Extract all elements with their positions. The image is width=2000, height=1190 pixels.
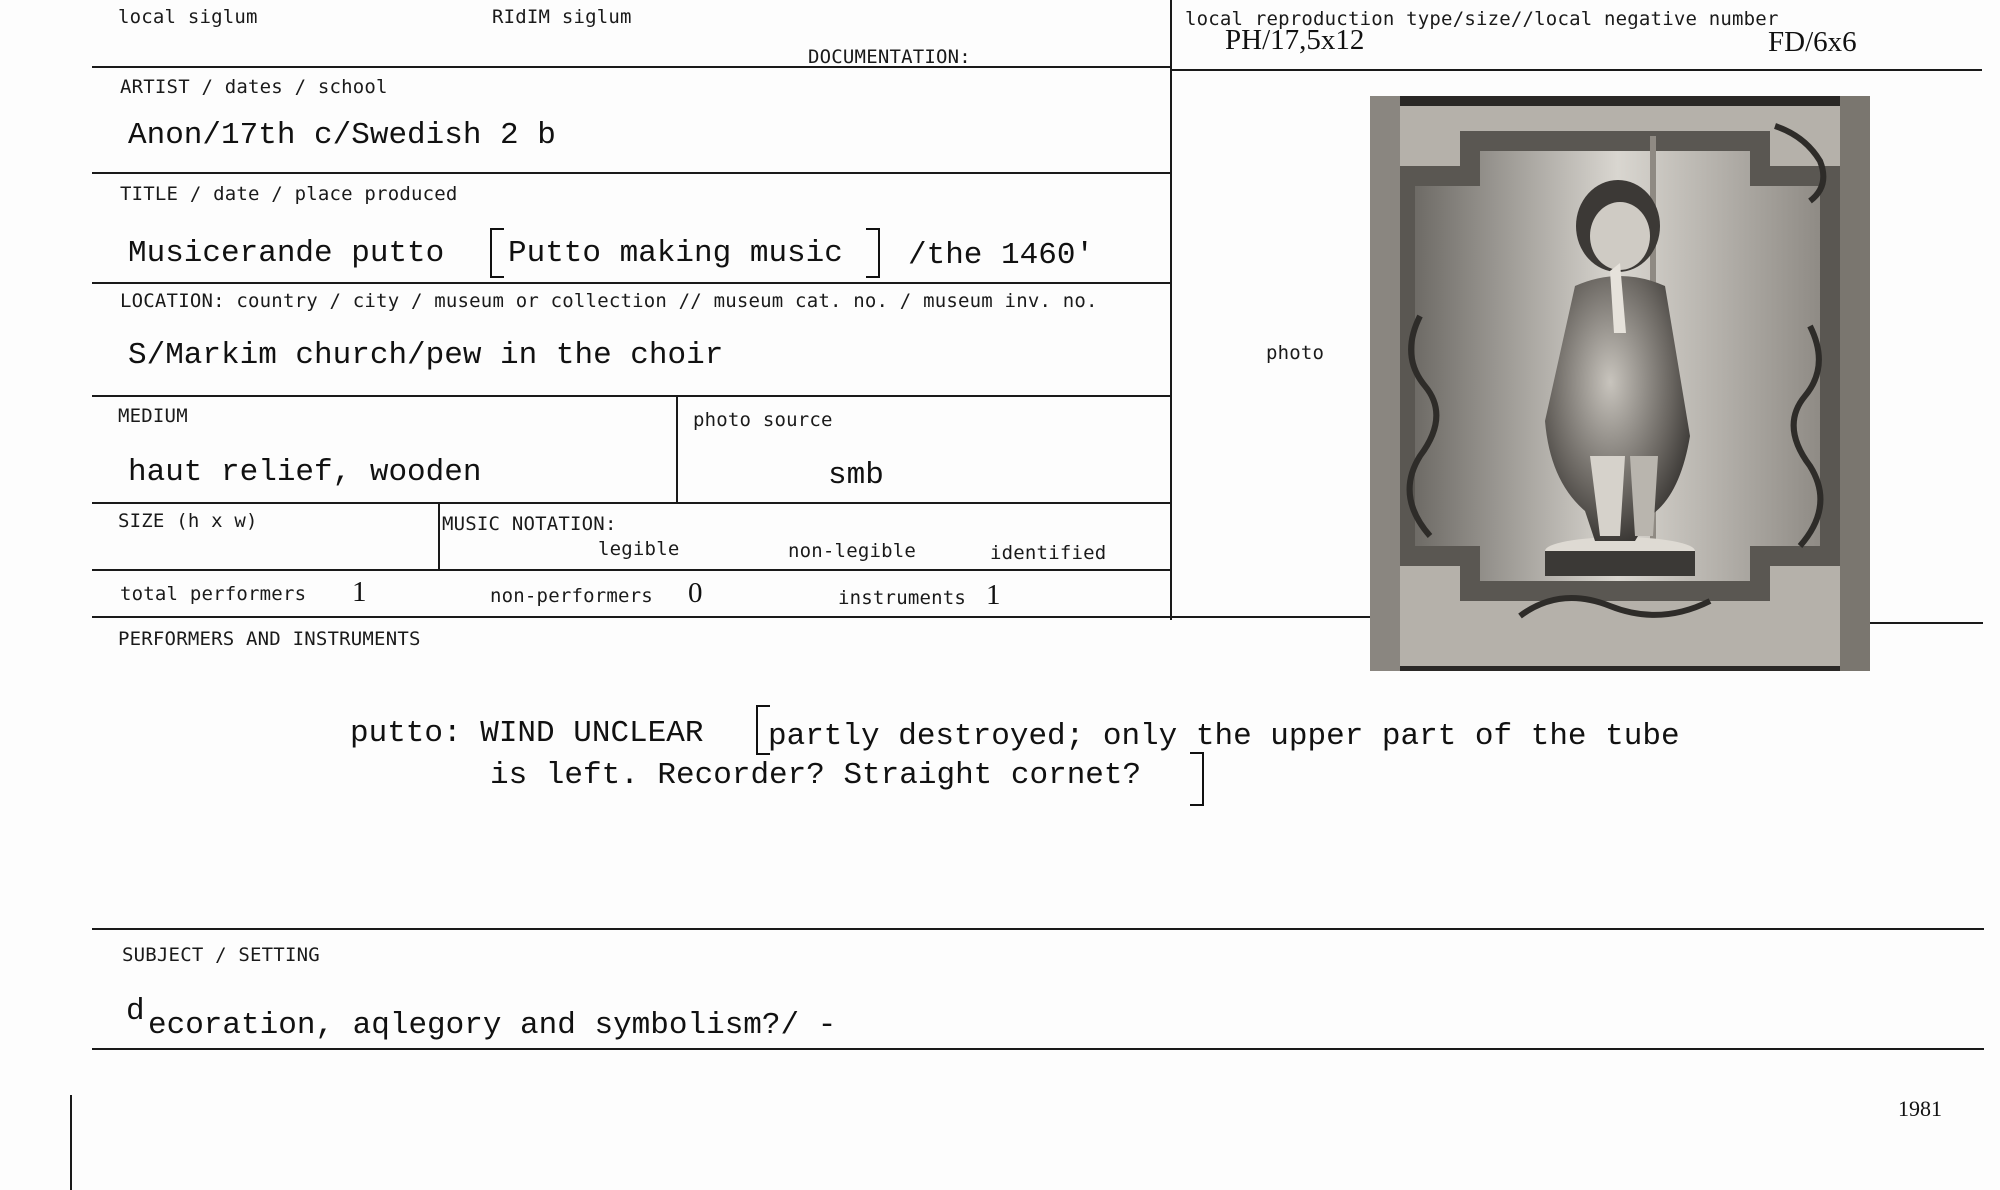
artist-label: ARTIST / dates / school bbox=[120, 76, 388, 98]
performers-line2: is left. Recorder? Straight cornet? bbox=[490, 758, 1142, 793]
photo-label: photo bbox=[1266, 342, 1325, 364]
rule-photo-bottom-right bbox=[1865, 622, 1983, 624]
rule-photo-divider bbox=[1170, 0, 1172, 620]
rule-size-bottom bbox=[92, 569, 1172, 571]
reproduction-label: local reproduction type/size//local negative number bbox=[1185, 8, 1779, 30]
rule-left-margin bbox=[70, 1095, 72, 1190]
location-value: S/Markim church/pew in the choir bbox=[128, 338, 724, 373]
photo-source-label: photo source bbox=[693, 409, 833, 431]
title-bracket-open bbox=[490, 228, 504, 278]
reproduction-value: PH/17,5x12 bbox=[1225, 24, 1365, 56]
rule-medium-divider bbox=[676, 396, 678, 502]
rule-artist-bottom bbox=[92, 172, 1172, 174]
non-performers-label: non-performers bbox=[490, 585, 653, 607]
subject-label: SUBJECT / SETTING bbox=[122, 944, 320, 966]
medium-value: haut relief, wooden bbox=[128, 455, 482, 490]
total-performers-value: 1 bbox=[352, 576, 367, 608]
photo-source-value: smb bbox=[828, 458, 884, 493]
ridim-siglum-label: RIdIM siglum bbox=[492, 6, 632, 28]
rule-performers-bottom bbox=[92, 928, 1984, 930]
instruments-label: instruments bbox=[838, 587, 967, 609]
rule-counts-bottom bbox=[92, 616, 1392, 618]
title-value-tail: /the 1460' bbox=[908, 238, 1095, 273]
notation-identified: identified bbox=[990, 542, 1107, 564]
instruments-value: 1 bbox=[986, 579, 1001, 611]
size-label: SIZE (h x w) bbox=[118, 510, 258, 532]
music-notation-label: MUSIC NOTATION: bbox=[442, 513, 617, 535]
subject-value: ecoration, aqlegory and symbolism?/ - bbox=[148, 1008, 837, 1043]
rule-photo-top bbox=[1172, 69, 1982, 71]
putto-relief-photo bbox=[1370, 96, 1870, 671]
performers-line1-main: putto: WIND UNCLEAR bbox=[350, 716, 704, 751]
performers-bracket-close bbox=[1190, 752, 1204, 806]
performers-label: PERFORMERS AND INSTRUMENTS bbox=[118, 628, 421, 650]
subject-value-initial: d bbox=[126, 994, 145, 1029]
title-value-main: Musicerande putto bbox=[128, 236, 445, 271]
location-label: LOCATION: country / city / museum or collection // museum cat. no. / museum inv. no. bbox=[120, 290, 1098, 312]
documentation-label: DOCUMENTATION: bbox=[808, 46, 971, 68]
negative-value: FD/6x6 bbox=[1768, 26, 1857, 58]
artist-value: Anon/17th c/Swedish 2 b bbox=[128, 118, 556, 153]
rule-size-divider bbox=[438, 503, 440, 571]
local-siglum-label: local siglum bbox=[118, 6, 258, 28]
rule-title-bottom bbox=[92, 282, 1172, 284]
rule-medium-bottom bbox=[92, 502, 1172, 504]
title-label: TITLE / date / place produced bbox=[120, 183, 458, 205]
non-performers-value: 0 bbox=[688, 577, 703, 609]
performers-line1-bracket: partly destroyed; only the upper part of the tube bbox=[768, 719, 1680, 754]
rule-location-bottom bbox=[92, 395, 1172, 397]
rule-top bbox=[92, 66, 1172, 68]
medium-label: MEDIUM bbox=[118, 405, 188, 427]
title-bracket-close bbox=[866, 228, 880, 278]
notation-non-legible: non-legible bbox=[788, 540, 917, 562]
putto-relief-image bbox=[1370, 96, 1870, 671]
total-performers-label: total performers bbox=[120, 583, 307, 605]
card-year: 1981 bbox=[1898, 1096, 1942, 1121]
title-value-bracket: Putto making music bbox=[508, 236, 843, 271]
rule-subject-bottom bbox=[92, 1048, 1984, 1050]
notation-legible: legible bbox=[598, 538, 680, 560]
